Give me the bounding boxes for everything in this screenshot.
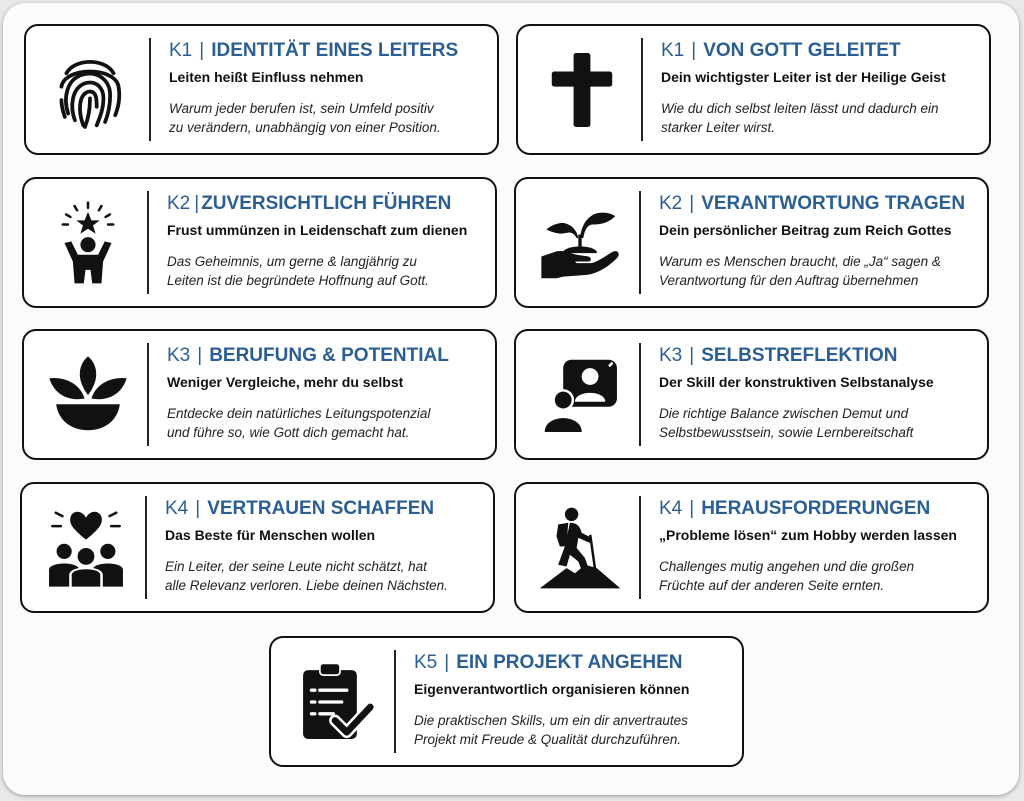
card-body <box>659 496 979 595</box>
card-divider <box>147 191 149 294</box>
course-card-identitaet <box>24 24 499 155</box>
description-line-2: Früchte auf der anderen Seite ernten. <box>659 578 885 593</box>
card-title-row <box>414 650 734 676</box>
card-body <box>169 38 489 137</box>
lotus-plant-icon <box>38 345 138 445</box>
course-subtitle: Dein wichtigster Leiter ist der Heilige Geist <box>661 69 946 85</box>
card-title-row <box>661 38 981 64</box>
course-subtitle: „Probleme lösen“ zum Hobby werden lassen <box>659 527 957 543</box>
course-card-von-gott-geleitet <box>516 24 991 155</box>
course-code: K2 <box>167 193 191 214</box>
title-separator: | <box>199 40 205 61</box>
course-subtitle: Eigenverantwortlich organisieren können <box>414 681 690 697</box>
description-line-1: Entdecke dein natürliches Leitungspotenzial <box>167 406 431 421</box>
description-line-2: und führe so, wie Gott dich gemacht hat. <box>167 425 410 440</box>
course-title: ZUVERSICHTLICH FÜHREN <box>201 193 452 214</box>
course-description <box>167 404 487 442</box>
card-divider <box>147 343 149 446</box>
course-overview-sheet <box>3 3 1019 795</box>
course-description <box>169 99 489 137</box>
course-description <box>167 252 487 290</box>
course-card-herausforderungen <box>514 482 989 613</box>
card-divider <box>639 496 641 599</box>
card-body <box>659 191 979 290</box>
card-divider <box>639 191 641 294</box>
description-line-2: zu verändern, unabhängig von einer Position. <box>169 120 441 135</box>
card-title-row <box>167 343 487 369</box>
title-separator: | <box>195 498 201 519</box>
card-body <box>165 496 485 595</box>
course-title: HERAUSFORDERUNGEN <box>701 498 931 519</box>
course-subtitle: Weniger Vergleiche, mehr du selbst <box>167 374 404 390</box>
course-code: K5 <box>414 652 438 673</box>
card-divider <box>641 38 643 141</box>
description-line-2: Leiten ist die begründete Hoffnung auf Gott. <box>167 273 429 288</box>
course-description <box>659 252 979 290</box>
card-body <box>167 191 487 290</box>
card-title-row <box>169 38 489 64</box>
description-line-1: Wie du dich selbst leiten lässt und dadurch ein <box>661 101 939 116</box>
course-code: K1 <box>169 40 193 61</box>
description-line-1: Warum es Menschen braucht, die „Ja“ sagen & <box>659 254 941 269</box>
course-description <box>661 99 981 137</box>
title-separator: | <box>444 652 450 673</box>
title-separator: | <box>691 40 697 61</box>
description-line-1: Ein Leiter, der seine Leute nicht schätzt, hat <box>165 559 427 574</box>
description-line-1: Warum jeder berufen ist, sein Umfeld positiv <box>169 101 434 116</box>
course-description <box>659 404 979 442</box>
fingerprint-icon <box>40 40 140 140</box>
card-divider <box>639 343 641 446</box>
course-code: K3 <box>659 345 683 366</box>
card-body <box>414 650 734 749</box>
course-title: BERUFUNG & POTENTIAL <box>209 345 449 366</box>
course-code: K4 <box>165 498 189 519</box>
description-line-1: Das Geheimnis, um gerne & langjährig zu <box>167 254 417 269</box>
course-subtitle: Das Beste für Menschen wollen <box>165 527 376 543</box>
course-code: K2 <box>659 193 683 214</box>
course-code: K3 <box>167 345 191 366</box>
description-line-2: Selbstbewusstsein, sowie Lernbereitschaft <box>659 425 914 440</box>
course-card-verantwortung-tragen <box>514 177 989 308</box>
title-separator: | <box>689 345 695 366</box>
title-separator: | <box>689 498 695 519</box>
course-title: SELBSTREFLEKTION <box>701 345 898 366</box>
description-line-1: Die praktischen Skills, um ein dir anvertrautes <box>414 713 688 728</box>
card-divider <box>149 38 151 141</box>
title-separator: | <box>197 345 203 366</box>
course-card-zuversichtlich-fuehren <box>22 177 497 308</box>
course-description <box>165 557 485 595</box>
hand-sprout-icon <box>530 193 630 293</box>
course-subtitle: Der Skill der konstruktiven Selbstanalyse <box>659 374 934 390</box>
course-subtitle: Frust ummünzen in Leidenschaft zum dienen <box>167 222 468 238</box>
self-reflection-icon <box>530 345 630 445</box>
description-line-2: alle Relevanz verloren. Liebe deinen Nächsten. <box>165 578 448 593</box>
course-card-selbstreflektion <box>514 329 989 460</box>
course-code: K1 <box>661 40 685 61</box>
course-subtitle: Dein persönlicher Beitrag zum Reich Gottes <box>659 222 952 238</box>
course-card-vertrauen-schaffen <box>20 482 495 613</box>
description-line-2: Projekt mit Freude & Qualität durchzuführen. <box>414 732 682 747</box>
course-title: IDENTITÄT EINES LEITERS <box>211 40 459 61</box>
course-card-projekt-angehen <box>269 636 744 767</box>
course-title: VERTRAUEN SCHAFFEN <box>207 498 435 519</box>
hiker-icon <box>530 498 630 598</box>
card-body <box>659 343 979 442</box>
description-line-2: Verantwortung für den Auftrag übernehmen <box>659 273 919 288</box>
title-separator: | <box>194 193 200 214</box>
card-title-row <box>659 343 979 369</box>
course-code: K4 <box>659 498 683 519</box>
course-title: EIN PROJEKT ANGEHEN <box>456 652 683 673</box>
cross-icon <box>532 40 632 140</box>
description-line-1: Challenges mutig angehen und die großen <box>659 559 915 574</box>
card-body <box>661 38 981 137</box>
card-title-row <box>165 496 485 522</box>
card-title-row <box>659 191 979 217</box>
description-line-1: Die richtige Balance zwischen Demut und <box>659 406 909 421</box>
course-description <box>659 557 979 595</box>
card-title-row <box>167 191 487 217</box>
community-heart-icon <box>36 498 136 598</box>
course-subtitle: Leiten heißt Einfluss nehmen <box>169 69 364 85</box>
title-separator: | <box>689 193 695 214</box>
person-star-icon <box>38 193 138 293</box>
card-body <box>167 343 487 442</box>
card-title-row <box>659 496 979 522</box>
course-card-berufung-potential <box>22 329 497 460</box>
course-title: VON GOTT GELEITET <box>703 40 901 61</box>
card-divider <box>145 496 147 599</box>
course-description <box>414 711 734 749</box>
course-title: VERANTWORTUNG TRAGEN <box>701 193 966 214</box>
clipboard-check-icon <box>285 652 385 752</box>
card-divider <box>394 650 396 753</box>
description-line-2: starker Leiter wirst. <box>661 120 776 135</box>
